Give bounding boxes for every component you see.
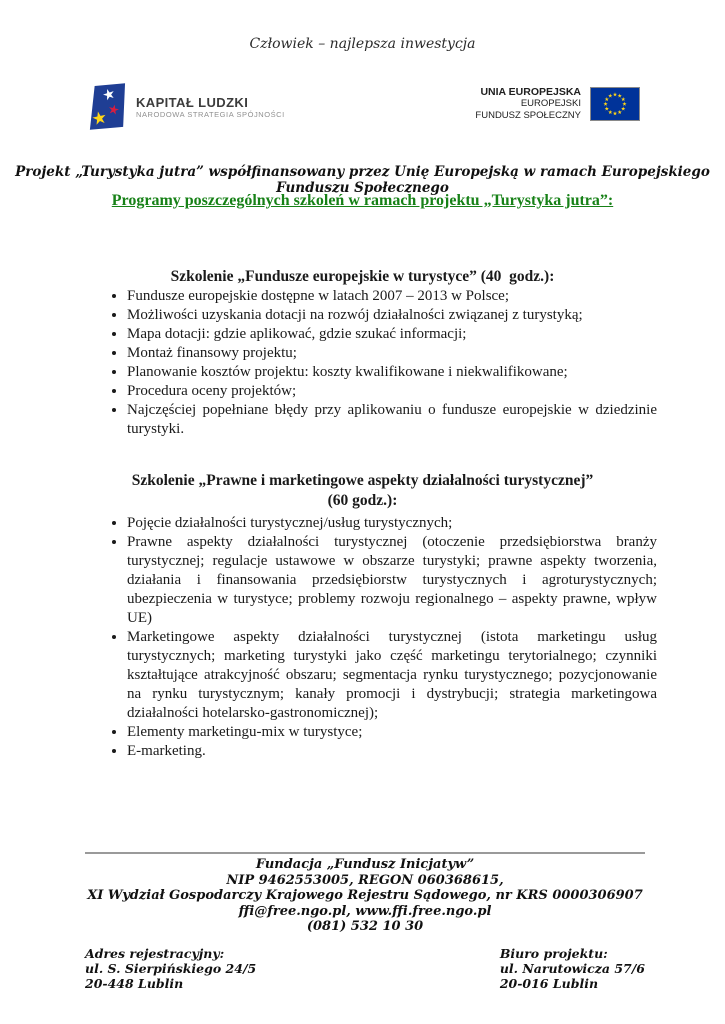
eu-logo-line1: UNIA EUROPEJSKA <box>480 86 581 98</box>
section2-bullet-list <box>108 514 657 761</box>
footer-phone: (081) 532 10 30 <box>306 919 424 934</box>
footer-court-registry: XI Wydział Gospodarczy Krajowego Rejestru Sądowego, nr KRS 0000306907 <box>87 888 643 903</box>
project-office-block <box>500 946 645 991</box>
footer-contact-email-web: ffi@free.ngo.pl, www.ffi.free.ngo.pl <box>238 903 492 919</box>
list-item: • Prawne aspekty działalności turystycznej (otoczenie przedsiębiorstwa branży turystycznej; regulacje ustawowe w obszarze turystyki; prawne aspekty tworzenia, działania i finansowania przedsiębiorstw turystycznych i agroturystycznych; ubezpieczenia w turystyce; problemy rozwoju regionalnego – aspekty prawne, wpływ UE) <box>127 533 657 628</box>
list-item: • E-marketing. <box>127 742 657 761</box>
list-item: • Planowanie kosztów projektu: koszty kwalifikowane i niekwalifikowane; <box>127 363 657 382</box>
kapital-ludzki-flag-icon <box>88 82 126 130</box>
list-item: • Pojęcie działalności turystycznej/usług turystycznych; <box>127 514 657 533</box>
list-item: • Montaż finansowy projektu; <box>127 344 657 363</box>
project-office-street: ul. Narutowicza 57/6 <box>499 960 645 976</box>
eu-logo-line2: EUROPEJSKI <box>520 98 581 109</box>
section1-heading: Szkolenie „Fundusze europejskie w turystyce” (40 godz.): <box>170 267 555 285</box>
footer-addresses <box>85 946 645 991</box>
footer-foundation-info <box>85 857 645 935</box>
footer-registration-numbers: NIP 9462553005, REGON 060368615, <box>226 872 504 888</box>
section2-heading-line1: Szkolenie „Prawne i marketingowe aspekty działalności turystycznej” <box>131 471 594 489</box>
registration-address-label: Adres rejestracyjny: <box>85 945 225 961</box>
page-footer <box>85 852 645 991</box>
project-office-label: Biuro projektu: <box>499 945 608 961</box>
project-cofinancing-line: Projekt „Turystyka jutra” współfinansowany przez Unię Europejską w ramach Europejskiego Funduszu Społecznego <box>15 164 710 196</box>
section1-bullet-list <box>108 287 657 439</box>
project-office-city: 20-016 Lublin <box>499 975 599 991</box>
page-title: Programy poszczególnych szkoleń w ramach projektu „Turystyka jutra”: <box>111 192 614 209</box>
list-item: • Procedura oceny projektów; <box>127 382 657 401</box>
logos-row <box>88 82 640 130</box>
list-item: • Elementy marketingu-mix w turystyce; <box>127 723 657 742</box>
registration-address-block <box>85 946 256 991</box>
footer-divider <box>85 852 645 854</box>
footer-foundation-name: Fundacja „Fundusz Inicjatyw” <box>255 857 475 872</box>
header-tagline: Człowiek – najlepsza inwestycja <box>249 36 476 52</box>
list-item: • Fundusze europejskie dostępne w latach 2007 – 2013 w Polsce; <box>127 287 657 306</box>
list-item: • Najczęściej popełniane błędy przy aplikowaniu o fundusze europejskie w dziedzinie turystyki. <box>127 401 657 439</box>
list-item: • Mapa dotacji: gdzie aplikować, gdzie szukać informacji; <box>127 325 657 344</box>
kapital-ludzki-logo <box>88 82 285 130</box>
registration-address-street: ul. S. Sierpińskiego 24/5 <box>85 960 257 976</box>
kapital-ludzki-text <box>136 93 285 120</box>
list-item: • Marketingowe aspekty działalności turystycznej (istota marketingu usług turystycznych; marketing turystyki jako część marketingu terytorialnego; czynniki kształtujące atrakcyjność obszaru; segmentacja rynku turystycznego; pozycjonowanie na rynku turystycznym; kanały promocji i dystrybucji; strategia marketingowa działalności hotelarsko-gastronomicznej); <box>127 628 657 723</box>
list-item: • Możliwości uzyskania dotacji na rozwój działalności związanej z turystyką; <box>127 306 657 325</box>
kapital-ludzki-title: KAPITAŁ LUDZKI <box>136 94 249 110</box>
section2-heading <box>88 471 637 511</box>
kapital-ludzki-subtitle: NARODOWA STRATEGIA SPÓJNOŚCI <box>136 109 285 119</box>
section2-heading-line2: (60 godz.): <box>327 491 398 509</box>
eu-flag-icon <box>590 87 640 121</box>
eu-logo <box>475 86 640 122</box>
eu-logo-text <box>475 86 581 122</box>
registration-address-city: 20-448 Lublin <box>85 975 184 991</box>
eu-logo-line3: FUNDUSZ SPOŁECZNY <box>475 110 581 121</box>
